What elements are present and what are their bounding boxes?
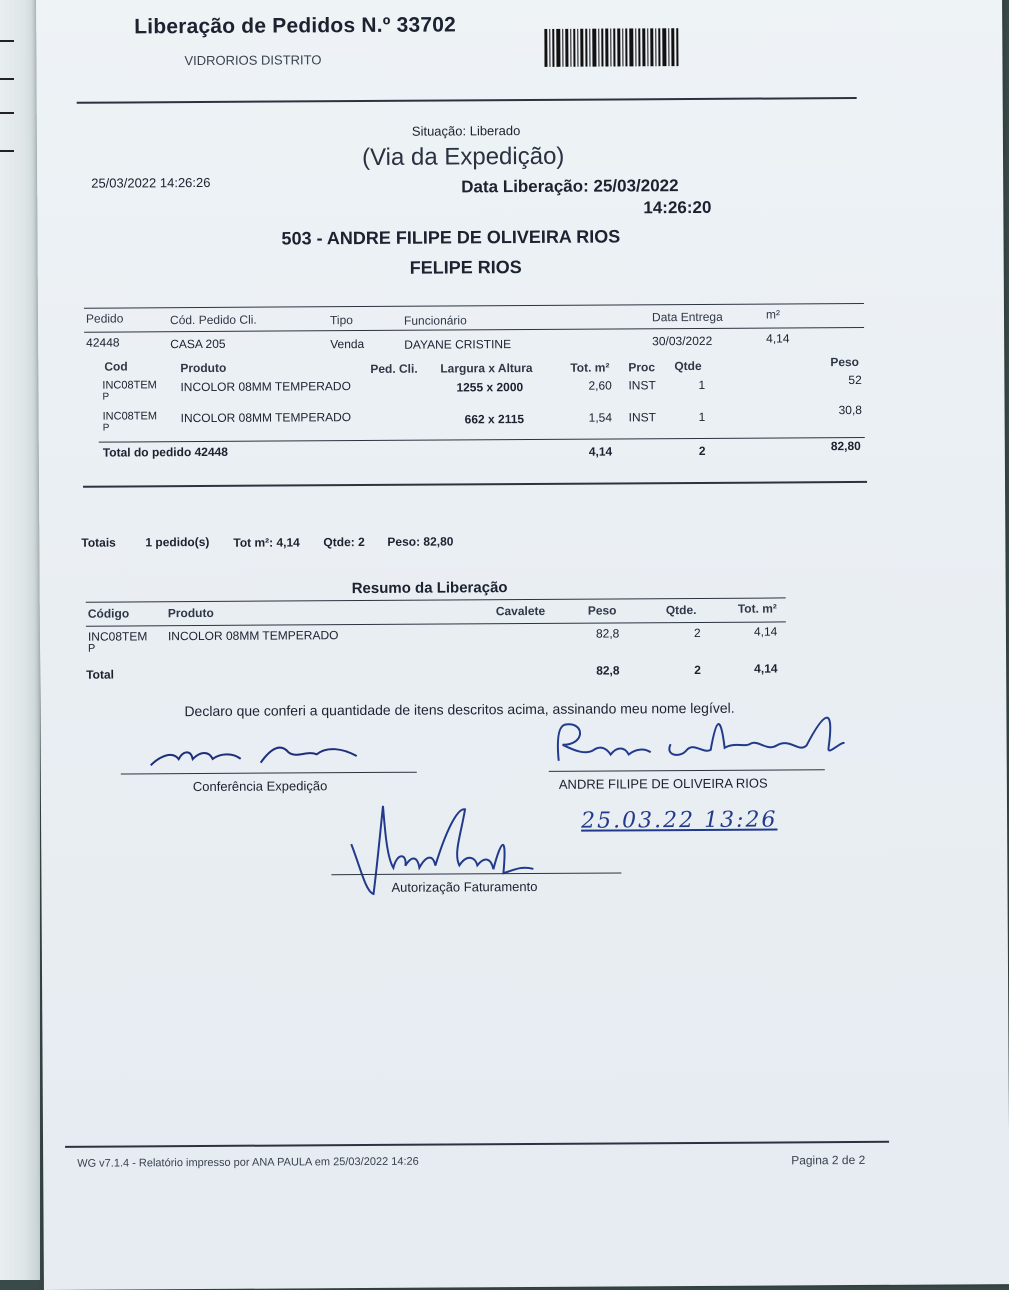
signature-label-conferencia: Conferência Expedição — [192, 778, 328, 795]
item-header-proc: Proc — [628, 360, 656, 375]
item-row-1-qtde: 1 — [698, 377, 706, 392]
item-row-1-proc: INST — [628, 378, 656, 393]
summary-total-label: Total — [86, 667, 115, 682]
order-table-top-rule — [84, 303, 864, 309]
item-row-2-produto: INCOLOR 08MM TEMPERADO — [180, 410, 352, 426]
totals-pedidos: 1 pedido(s) — [145, 534, 210, 550]
summary-header-produto: Produto — [167, 605, 214, 621]
item-row-1-produto: INCOLOR 08MM TEMPERADO — [180, 379, 351, 395]
item-row-1-cod-suffix: P — [102, 391, 110, 403]
item-header-peso: Peso — [830, 354, 860, 370]
client-short-name: FELIPE RIOS — [409, 257, 522, 278]
client-name: 503 - ANDRE FILIPE DE OLIVEIRA RIOS — [281, 226, 621, 249]
order-m2: 4,14 — [766, 331, 790, 346]
order-cod-cli: CASA 205 — [170, 336, 226, 352]
item-header-produto: Produto — [180, 360, 227, 376]
document-page — [36, 0, 1009, 1290]
header-divider — [77, 97, 857, 104]
footer-rule — [65, 1141, 889, 1148]
item-row-1-dims: 1255 x 2000 — [456, 380, 524, 395]
totals-label: Totais — [81, 535, 116, 550]
summary-row-peso: 82,8 — [595, 626, 620, 641]
summary-row-tot-m2: 4,14 — [753, 624, 778, 639]
item-row-1-tot-m2: 2,60 — [588, 378, 612, 393]
item-header-dims: Largura x Altura — [440, 360, 533, 376]
order-header-rule — [84, 327, 864, 333]
summary-row-produto: INCOLOR 08MM TEMPERADO — [167, 628, 339, 644]
summary-row-qtde: 2 — [693, 625, 701, 640]
summary-header-cavalete: Cavalete — [495, 603, 546, 619]
summary-header-qtde: Qtde. — [665, 602, 697, 618]
totals-peso: Peso: 82,80 — [387, 534, 454, 549]
footer-printed-by: WG v7.1.4 - Relatório impresso por ANA PAULA em 25/03/2022 14:26 — [77, 1155, 419, 1170]
release-date: Data Liberação: 25/03/2022 — [461, 176, 679, 197]
signature-label-cliente: ANDRE FILIPE DE OLIVEIRA RIOS — [558, 775, 768, 792]
summary-header-rule — [86, 621, 786, 626]
order-funcionario: DAYANE CRISTINE — [404, 337, 512, 352]
signature-cliente — [544, 697, 844, 771]
col-header-tipo: Tipo — [329, 313, 353, 328]
item-header-tot-m2: Tot. m² — [570, 360, 610, 375]
item-row-2-qtde: 1 — [698, 409, 706, 424]
order-total-peso: 82,80 — [830, 438, 861, 454]
item-row-2-peso: 30,8 — [838, 402, 862, 418]
order-total-rule — [99, 437, 865, 443]
item-header-ped-cli: Ped. Cli. — [370, 361, 418, 376]
signature-conferencia — [121, 728, 421, 775]
company-name: VIDRORIOS DISTRITO — [184, 52, 322, 69]
order-total-tot-m2: 4,14 — [588, 444, 613, 459]
summary-total-qtde: 2 — [694, 662, 701, 677]
item-row-2-dims: 662 x 2115 — [464, 412, 525, 427]
col-header-funcionario: Funcionário — [403, 313, 467, 328]
background-page-edge — [0, 0, 40, 1280]
item-row-2-proc: INST — [628, 410, 657, 425]
summary-title: Resumo da Liberação — [351, 579, 508, 598]
summary-total-tot-m2: 4,14 — [754, 661, 778, 676]
summary-row-codigo-suffix: P — [87, 642, 96, 655]
col-header-cod-cli: Cód. Pedido Cli. — [169, 312, 257, 328]
item-row-2-cod: INC08TEM — [102, 410, 158, 423]
printed-timestamp: 25/03/2022 14:26:26 — [91, 174, 211, 191]
col-header-pedido: Pedido — [85, 311, 124, 326]
summary-header-codigo: Código — [87, 606, 130, 621]
order-total-label: Total do pedido 42448 — [102, 444, 229, 460]
item-header-cod: Cod — [104, 359, 128, 374]
item-row-1-peso: 52 — [848, 372, 862, 388]
footer-page-number: Pagina 2 de 2 — [791, 1152, 866, 1168]
totals-tot-m2: Tot m²: 4,14 — [233, 535, 300, 550]
summary-top-rule — [86, 597, 786, 602]
totals-qtde: Qtde: 2 — [323, 535, 365, 550]
summary-total-peso: 82,8 — [596, 663, 620, 678]
order-tipo: Venda — [330, 337, 365, 352]
handwritten-date: 25.03.22 13:26 — [581, 807, 778, 834]
item-row-2-tot-m2: 1,54 — [588, 410, 613, 425]
item-row-2-cod-suffix: P — [102, 422, 110, 434]
summary-header-tot-m2: Tot. m² — [737, 601, 777, 616]
item-header-qtde: Qtde — [674, 358, 702, 374]
declaration-text: Declaro que conferi a quantidade de itens descritos acima, assinando meu nome legível. — [184, 699, 735, 720]
item-row-1-cod: INC08TEM — [102, 379, 157, 392]
order-table-bottom-rule — [83, 481, 867, 488]
col-header-m2: m² — [765, 307, 781, 322]
summary-row-codigo: INC08TEM — [87, 629, 148, 644]
signature-label-autorizacao: Autorização Faturamento — [391, 878, 538, 895]
col-header-data-entrega: Data Entrega — [651, 309, 723, 325]
order-total-qtde: 2 — [698, 443, 706, 458]
release-time: 14:26:20 — [643, 197, 712, 218]
barcode — [544, 28, 680, 69]
order-data-entrega: 30/03/2022 — [652, 333, 713, 349]
summary-header-peso: Peso — [587, 603, 617, 618]
status-text: Situação: Liberado — [411, 123, 521, 139]
document-title: Liberação de Pedidos N.º 33702 — [134, 13, 457, 39]
via-title: (Via da Expedição) — [361, 142, 565, 172]
order-pedido: 42448 — [86, 335, 120, 350]
